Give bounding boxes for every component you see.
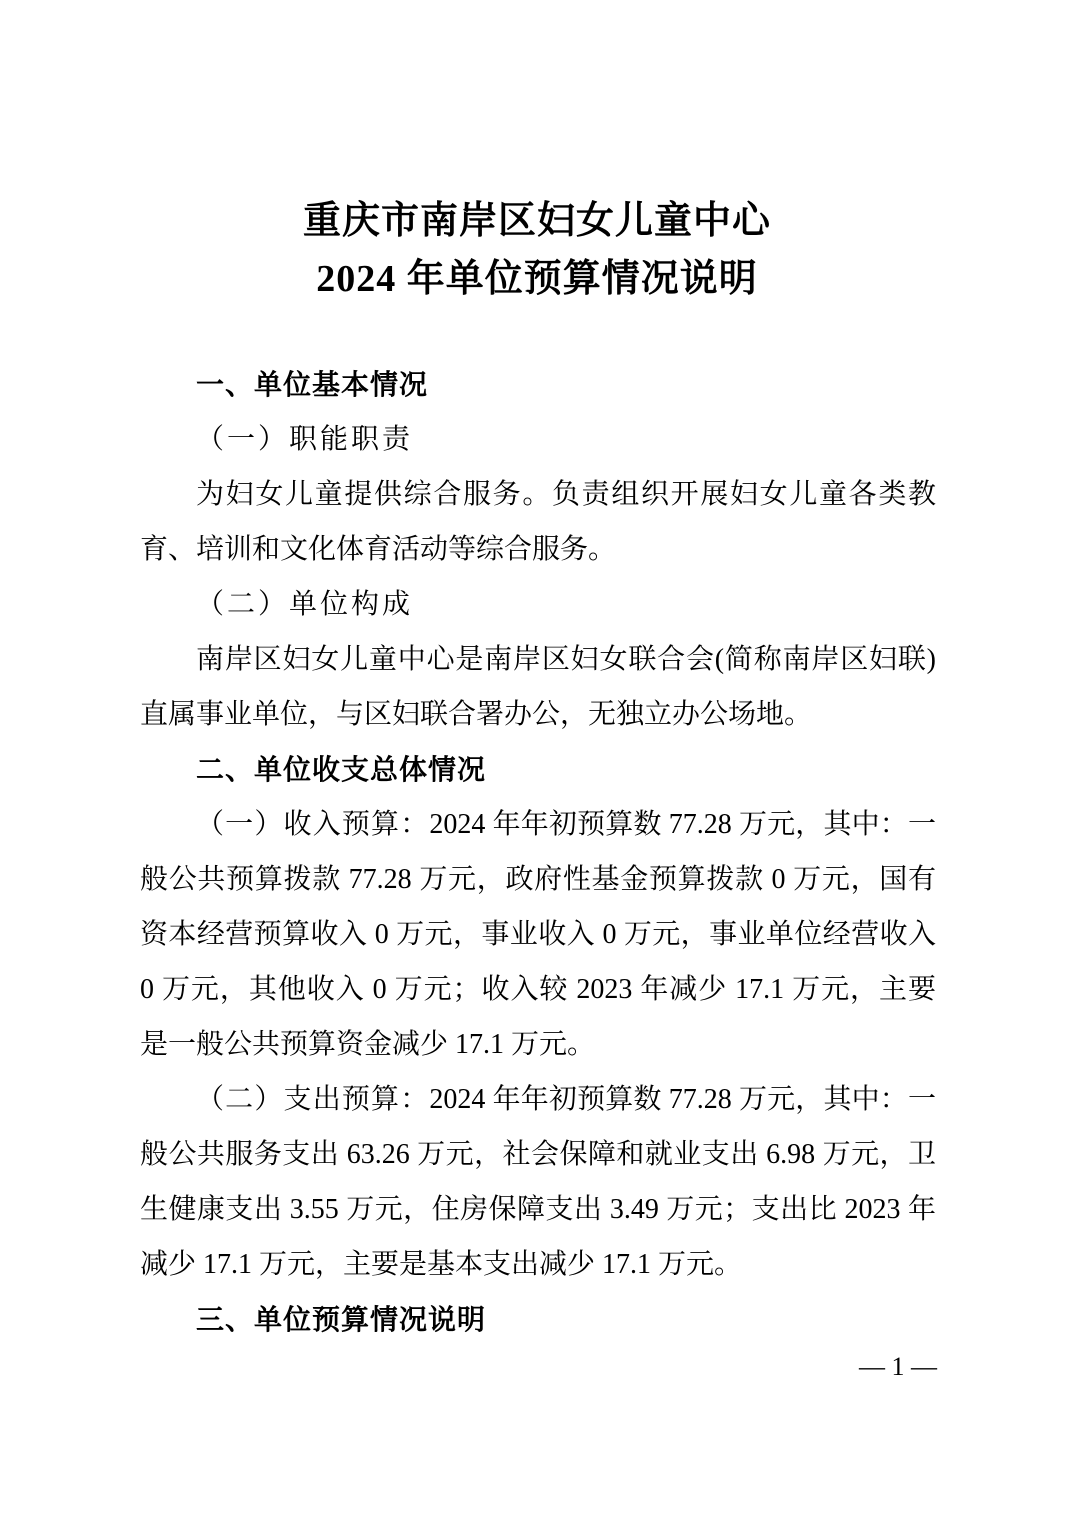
paragraph-revenue-budget-line-2: 般公共预算拨款 77.28 万元，政府性基金预算拨款 0 万元，国有 bbox=[140, 864, 936, 895]
page-number: — 1 — bbox=[859, 1352, 937, 1381]
paragraph-expenditure-budget-line-1 bbox=[140, 1072, 936, 1127]
section-heading-budget-explanation: 三、单位预算情况说明 bbox=[196, 1304, 487, 1335]
document-title-line-2: 2024 年单位预算情况说明 bbox=[316, 258, 758, 300]
paragraph-duties-line-1: 为妇女儿童提供综合服务。负责组织开展妇女儿童各类教 bbox=[196, 479, 936, 510]
paragraph-duties-line-2: 育、培训和文化体育活动等综合服务。 bbox=[140, 534, 617, 565]
line-text: 2024 年年初预算数 77.28 万元，其中：一 bbox=[429, 809, 936, 840]
paragraph-composition-line-2: 直属事业单位，与区妇联合署办公，无独立办公场地。 bbox=[140, 699, 813, 730]
document-body bbox=[140, 357, 936, 1347]
line-text: 2024 年年初预算数 77.28 万元，其中：一 bbox=[429, 1084, 936, 1115]
paragraph-expenditure-budget-line-4: 减少 17.1 万元，主要是基本支出减少 17.1 万元。 bbox=[140, 1249, 743, 1280]
paragraph-revenue-budget-line-3: 资本经营预算收入 0 万元，事业收入 0 万元，事业单位经营收入 bbox=[140, 919, 936, 950]
section-heading-revenue-expenditure-overview: 二、单位收支总体情况 bbox=[196, 754, 487, 785]
subsection-lead-revenue-budget: （一）收入预算： bbox=[196, 809, 430, 840]
subheading-duties: （一）职能职责 bbox=[196, 424, 414, 455]
subheading-unit-composition: （二）单位构成 bbox=[196, 589, 414, 620]
paragraph-revenue-budget-line-1 bbox=[140, 797, 936, 852]
section-heading-unit-basic-info: 一、单位基本情况 bbox=[196, 369, 429, 400]
paragraph-composition-line-1: 南岸区妇女儿童中心是南岸区妇女联合会(简称南岸区妇联) bbox=[196, 644, 936, 675]
paragraph-revenue-budget-line-5: 是一般公共预算资金减少 17.1 万元。 bbox=[140, 1029, 596, 1060]
document-title bbox=[0, 192, 1074, 308]
document-title-line-1: 重庆市南岸区妇女儿童中心 bbox=[302, 200, 771, 242]
subsection-lead-expenditure-budget: （二）支出预算： bbox=[196, 1084, 430, 1115]
paragraph-expenditure-budget-line-2: 般公共服务支出 63.26 万元，社会保障和就业支出 6.98 万元，卫 bbox=[140, 1139, 936, 1170]
paragraph-revenue-budget-line-4: 0 万元，其他收入 0 万元；收入较 2023 年减少 17.1 万元，主要 bbox=[140, 974, 936, 1005]
paragraph-expenditure-budget-line-3: 生健康支出 3.55 万元，住房保障支出 3.49 万元；支出比 2023 年 bbox=[140, 1194, 936, 1225]
